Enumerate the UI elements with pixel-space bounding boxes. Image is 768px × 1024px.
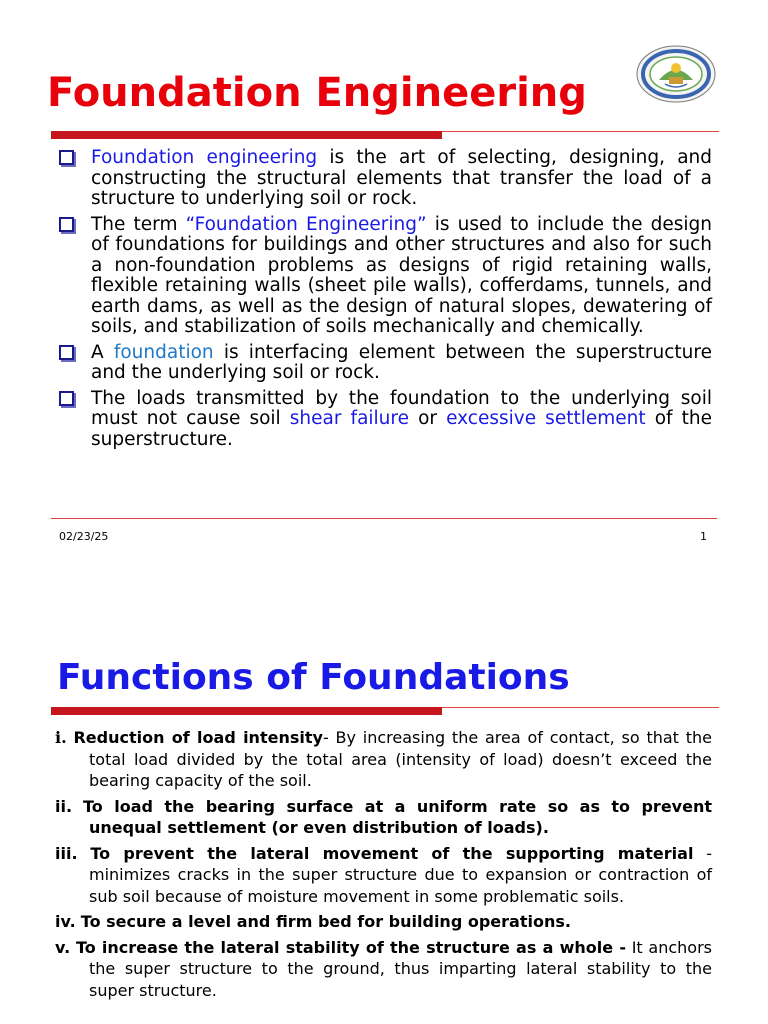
function-item <box>55 911 712 933</box>
item-description: It anchors the super structure to the ground, thus imparting lateral stability to the super structure. <box>89 937 713 1000</box>
checkbox-bullet-icon <box>59 391 74 406</box>
bullet-text: is the art of selecting, designing, and constructing the structural elements that transfer the load of a structure to underlying soil or rock. <box>91 147 713 209</box>
functions-list <box>55 727 712 1005</box>
bullet-text: is interfacing element between the superstructure and the underlying soil or rock. <box>91 341 712 383</box>
checkbox-bullet-icon <box>59 150 74 165</box>
item-description: - minimizes cracks in the super structure due to expansion or contraction of sub soil because of moisture movement in some problematic soils. <box>89 843 713 906</box>
item-number: i. <box>55 728 67 747</box>
function-item <box>55 727 712 792</box>
title-divider-line <box>442 131 719 132</box>
item-number: v. <box>55 937 71 957</box>
footer-divider-line <box>51 518 717 519</box>
function-item <box>55 796 712 839</box>
checkbox-bullet-icon <box>59 345 74 360</box>
bullet-item <box>57 148 712 210</box>
university-logo <box>635 44 717 104</box>
highlighted-term: foundation <box>113 341 214 363</box>
title-divider-line <box>442 707 719 708</box>
bullet-item <box>57 389 712 451</box>
bullet-text: A <box>91 341 114 363</box>
item-number: ii. <box>55 796 73 816</box>
item-number: iii. <box>55 843 78 863</box>
highlighted-term: “Foundation Engineering” <box>185 213 427 235</box>
function-item <box>55 843 712 908</box>
bullet-text: The term <box>91 213 186 235</box>
bullet-text: is used to include the design of foundations for buildings and other structures and also for such a non-foundation problems as designs of rigid retaining walls, flexible retaining walls (sheet pile walls), cofferdams, tunnels, and earth dams, as well as the design of natural slopes, dewatering of soils, and stabilization of soils mechanically and chemically. <box>91 213 712 337</box>
checkbox-bullet-icon <box>59 217 74 232</box>
bullet-text: or <box>409 408 447 429</box>
bullet-text: The loads transmitted by the foundation to the underlying soil must not cause soil <box>91 387 712 429</box>
function-item <box>55 937 712 1002</box>
item-heading: To prevent the lateral movement of the supporting material <box>90 843 694 863</box>
slide-title: Functions of Foundations <box>57 657 570 698</box>
slide-title: Foundation Engineering <box>47 70 587 116</box>
highlighted-term: Foundation engineering <box>91 147 318 168</box>
bullet-text: of the superstructure. <box>91 408 712 450</box>
item-number: iv. <box>55 912 76 931</box>
item-description: - By increasing the area of contact, so that the total load divided by the total area (intensity of load) doesn’t exceed the bearing capacity of the soil. <box>89 728 713 790</box>
item-heading: To increase the lateral stability of the structure as a whole - <box>75 937 626 957</box>
item-heading: Reduction of load intensity <box>73 728 323 747</box>
highlighted-term: shear failure <box>289 408 409 429</box>
item-heading: To secure a level and firm bed for building operations. <box>80 912 571 931</box>
slide-2 <box>0 620 768 1024</box>
title-accent-bar <box>51 707 442 715</box>
bullet-item <box>57 215 712 338</box>
item-heading: To load the bearing surface at a uniform rate so as to prevent unequal settlement (or even distribution of loads). <box>83 796 712 837</box>
highlighted-term: excessive settlement <box>446 408 646 429</box>
page-number: 1 <box>700 530 707 543</box>
bullet-item <box>57 343 712 384</box>
title-accent-bar <box>51 131 442 139</box>
footer-date: 02/23/25 <box>59 530 109 543</box>
bullet-list <box>57 148 712 455</box>
